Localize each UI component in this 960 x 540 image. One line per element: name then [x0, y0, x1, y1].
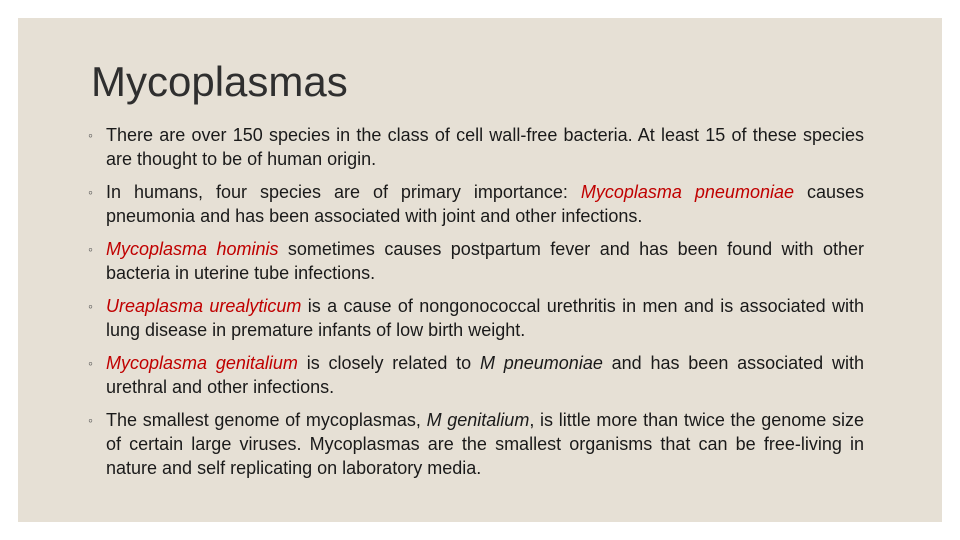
bullet-text-part: and has been associated with urethral and other infections.: [106, 353, 865, 397]
bullet-text-part: causes pneumonia and has been associated with joint and other infections.: [106, 182, 864, 226]
bullet-text-part: The smallest genome of mycoplasmas,: [106, 410, 427, 430]
bullet-text: [106, 294, 864, 342]
bullet-item: [88, 123, 864, 171]
bullet-text-part: , is little more than twice the genome size of certain large viruses. Mycoplasmas are the smallest organisms that can be free-living in nature and self replicating on laboratory media.: [106, 410, 864, 478]
bullet-text-part: In humans, four species are of primary importance:: [106, 182, 581, 202]
bullet-list: [88, 123, 864, 489]
species-name: Mycoplasma genitalium: [106, 353, 298, 373]
bullet-marker-icon: ◦: [88, 241, 93, 257]
species-name: Ureaplasma urealyticum: [106, 296, 302, 316]
bullet-text: [106, 180, 864, 228]
species-name: Mycoplasma hominis: [106, 239, 279, 259]
species-name: Mycoplasma pneumoniae: [580, 182, 794, 202]
bullet-marker-icon: ◦: [88, 298, 93, 314]
slide: [18, 18, 942, 522]
bullet-text: [106, 123, 864, 171]
bullet-item: [88, 237, 864, 285]
bullet-marker-icon: ◦: [88, 412, 93, 428]
slide-title: Mycoplasmas: [91, 58, 348, 105]
species-abbrev: M genitalium: [426, 410, 530, 430]
bullet-item: [88, 294, 864, 342]
bullet-text: [106, 351, 864, 399]
bullet-item: [88, 351, 864, 399]
bullet-text-part: is a cause of nongonococcal urethritis in men and is associated with lung disease in premature infants of low birth weight.: [106, 296, 864, 340]
bullet-item: [88, 408, 864, 480]
bullet-text: [106, 237, 864, 285]
bullet-text-part: There are over 150 species in the class of cell wall-free bacteria. At least 15 of these species are thought to be of human origin.: [106, 125, 864, 169]
bullet-text: [106, 408, 864, 480]
species-abbrev: M pneumoniae: [479, 353, 603, 373]
bullet-marker-icon: ◦: [88, 127, 93, 143]
bullet-item: [88, 180, 864, 228]
bullet-text-part: is closely related to: [297, 353, 480, 373]
bullet-marker-icon: ◦: [88, 355, 93, 371]
bullet-marker-icon: ◦: [88, 184, 93, 200]
bullet-text-part: sometimes causes postpartum fever and has been found with other bacteria in uterine tube infections.: [106, 239, 864, 283]
